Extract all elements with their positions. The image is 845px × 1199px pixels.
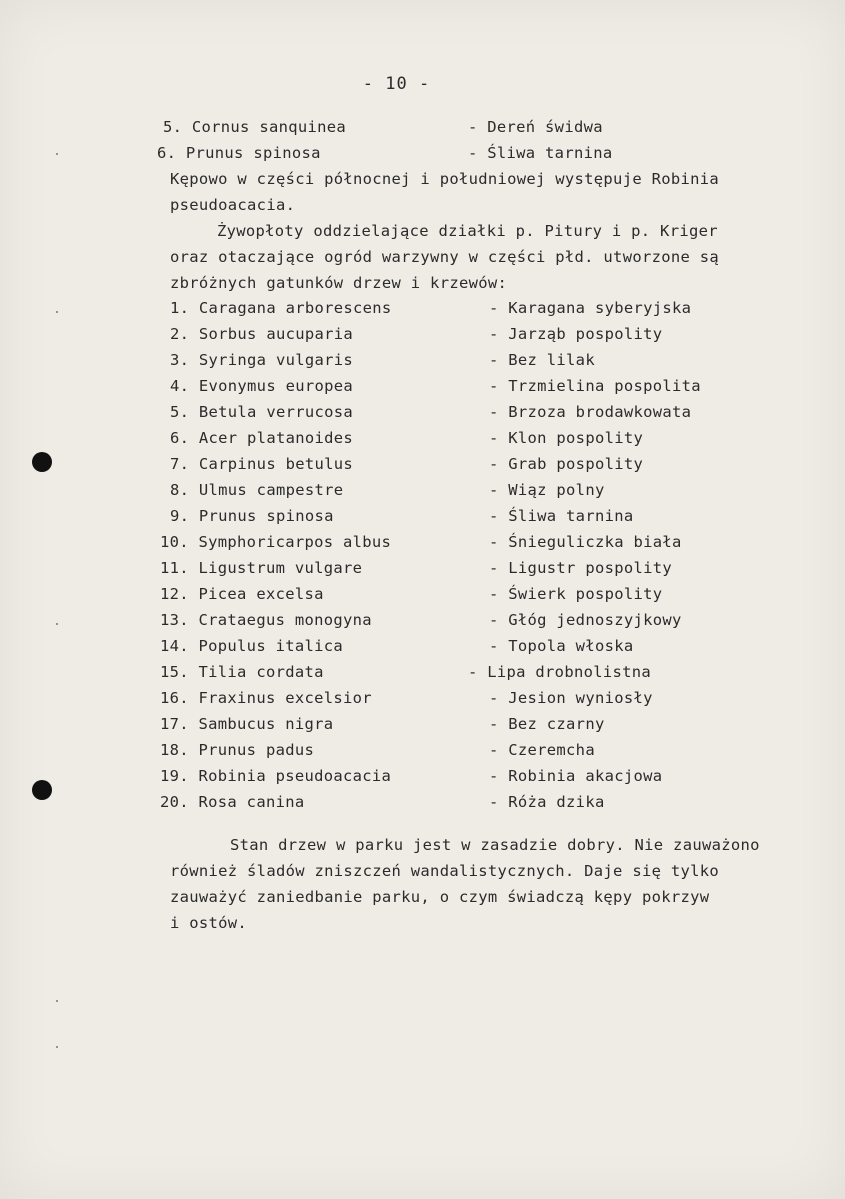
paragraph-line: oraz otaczające ogród warzywny w części płd. utworzone są xyxy=(170,248,720,266)
list-item-polish: - Robinia akacjowa xyxy=(489,767,663,785)
list-item-latin: 2. Sorbus aucuparia xyxy=(170,325,354,343)
list-item-latin: 16. Fraxinus excelsior xyxy=(160,689,372,707)
list-item-polish: - Śliwa tarnina xyxy=(489,507,634,525)
list-item-polish: - Śliwa tarnina xyxy=(468,144,613,162)
list-item-latin: 11. Ligustrum vulgare xyxy=(160,559,363,577)
list-item-polish: - Klon pospolity xyxy=(489,429,644,447)
list-item-latin: 8. Ulmus campestre xyxy=(170,481,344,499)
list-item-latin: 1. Caragana arborescens xyxy=(170,299,392,317)
list-item-polish: - Bez czarny xyxy=(489,715,605,733)
list-item-latin: 9. Prunus spinosa xyxy=(170,507,334,525)
scan-speck xyxy=(56,311,58,313)
list-item-polish: - Czeremcha xyxy=(489,741,595,759)
list-item-latin: 12. Picea excelsa xyxy=(160,585,324,603)
paragraph-line: zauważyć zaniedbanie parku, o czym świadczą kępy pokrzyw xyxy=(170,888,710,906)
paragraph-line: również śladów zniszczeń wandalistycznych. Daje się tylko xyxy=(170,862,720,880)
list-item-latin: 4. Evonymus europea xyxy=(170,377,354,395)
list-item-latin: 17. Sambucus nigra xyxy=(160,715,334,733)
paragraph-line: Żywopłoty oddzielające działki p. Pitury i p. Kriger xyxy=(217,222,718,240)
paragraph-line: Stan drzew w parku jest w zasadzie dobry. Nie zauważono xyxy=(230,836,760,854)
list-item-polish: - Dereń świdwa xyxy=(468,118,603,136)
paragraph-line: zbróżnych gatunków drzew i krzewów: xyxy=(170,274,508,292)
list-item-latin: 15. Tilia cordata xyxy=(160,663,324,681)
list-item-latin: 7. Carpinus betulus xyxy=(170,455,354,473)
list-item-polish: - Lipa drobnolistna xyxy=(468,663,652,681)
list-item-latin: 13. Crataegus monogyna xyxy=(160,611,372,629)
list-item-polish: - Jesion wyniosły xyxy=(489,689,653,707)
paragraph-line: i ostów. xyxy=(170,914,248,932)
list-item-polish: - Bez lilak xyxy=(489,351,595,369)
list-item-polish: - Karagana syberyjska xyxy=(489,299,692,317)
list-item-latin: 18. Prunus padus xyxy=(160,741,315,759)
list-item-latin: 5. Betula verrucosa xyxy=(170,403,354,421)
scan-speck xyxy=(56,1046,58,1048)
list-item-polish: - Świerk pospolity xyxy=(489,585,663,603)
list-item-latin: 14. Populus italica xyxy=(160,637,344,655)
list-item-polish: - Jarząb pospolity xyxy=(489,325,663,343)
list-item-polish: - Wiąz polny xyxy=(489,481,605,499)
list-item-polish: - Róża dzika xyxy=(489,793,605,811)
list-item-latin: 6. Acer platanoides xyxy=(170,429,354,447)
list-item-latin: 6. Prunus spinosa xyxy=(157,144,321,162)
scan-speck xyxy=(56,623,58,625)
list-item-polish: - Trzmielina pospolita xyxy=(489,377,701,395)
page-number: - 10 - xyxy=(362,74,431,94)
list-item-latin: 10. Symphoricarpos albus xyxy=(160,533,392,551)
list-item-polish: - Ligustr pospolity xyxy=(489,559,673,577)
list-item-polish: - Brzoza brodawkowata xyxy=(489,403,692,421)
list-item-polish: - Głóg jednoszyjkowy xyxy=(489,611,682,629)
scan-speck xyxy=(56,1000,58,1002)
binder-hole xyxy=(32,452,52,472)
paragraph-line: pseudoacacia. xyxy=(170,196,296,214)
list-item-latin: 20. Rosa canina xyxy=(160,793,305,811)
list-item-polish: - Śnieguliczka biała xyxy=(489,533,682,551)
list-item-latin: 3. Syringa vulgaris xyxy=(170,351,354,369)
binder-hole xyxy=(32,780,52,800)
scan-speck xyxy=(56,153,58,155)
list-item-latin: 5. Cornus sanquinea xyxy=(163,118,347,136)
paragraph-line: Kępowo w części północnej i południowej występuje Robinia xyxy=(170,170,720,188)
list-item-polish: - Topola włoska xyxy=(489,637,634,655)
list-item-latin: 19. Robinia pseudoacacia xyxy=(160,767,392,785)
list-item-polish: - Grab pospolity xyxy=(489,455,644,473)
